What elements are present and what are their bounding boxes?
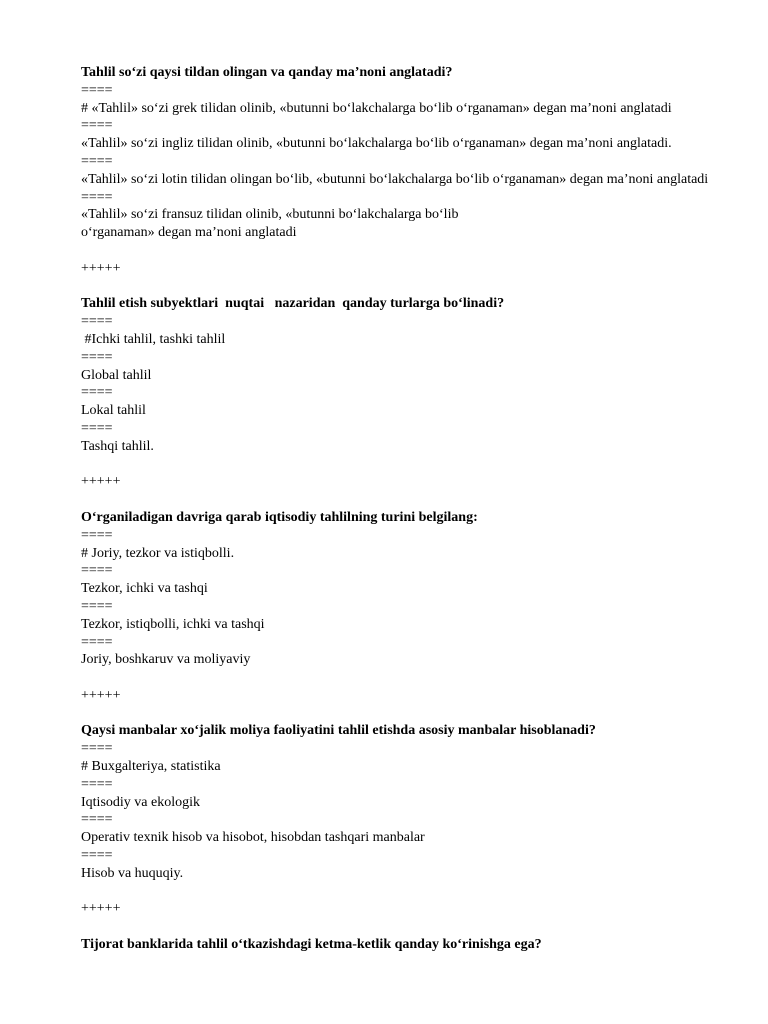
answer-option: «Tahlil» so‘zi fransuz tilidan olinib, «butunni bo‘lakchalarga bo‘lib bbox=[81, 207, 459, 223]
answer-option: Hisob va huquqiy. bbox=[81, 865, 184, 881]
question-text: Tijorat banklarida tahlil o‘tkazishdagi ketma-ketlik qanday ko‘rinishga ega? bbox=[81, 937, 542, 953]
answer-option: # Buxgalteriya, statistika bbox=[81, 759, 221, 775]
question-text: O‘rganiladigan davriga qarab iqtisodiy tahlilning turini belgilang: bbox=[81, 509, 478, 525]
block-end-marker: +++++ bbox=[81, 901, 121, 917]
question-block-2 bbox=[81, 295, 723, 491]
blank-line bbox=[81, 669, 723, 687]
answer-option: #Ichki tahlil, tashki tahlil bbox=[81, 331, 226, 347]
answer-option: Joriy, boshkaruv va moliyaviy bbox=[81, 652, 251, 668]
separator: ==== bbox=[81, 527, 113, 543]
answer-option: Tezkor, istiqbolli, ichki va tashqi bbox=[81, 616, 265, 632]
separator: ==== bbox=[81, 82, 113, 98]
question-block-5 bbox=[81, 936, 723, 954]
answer-option: # «Tahlil» so‘zi grek tilidan olinib, «butunni bo‘lakchalarga bo‘lib o‘rganaman» degan ma’noni anglatadi bbox=[81, 100, 672, 116]
separator: ==== bbox=[81, 349, 113, 365]
answer-option: # Joriy, tezkor va istiqbolli. bbox=[81, 545, 235, 561]
separator: ==== bbox=[81, 189, 113, 205]
block-end-marker: +++++ bbox=[81, 474, 121, 490]
answer-option: «Tahlil» so‘zi ingliz tilidan olinib, «butunni bo‘lakchalarga bo‘lib o‘rganaman» degan ma’noni anglatadi. bbox=[81, 136, 672, 152]
question-text: Tahlil so‘zi qaysi tildan olingan va qanday ma’noni anglatadi? bbox=[81, 65, 453, 80]
answer-option: Tezkor, ichki va tashqi bbox=[81, 581, 208, 597]
blank-line bbox=[81, 242, 723, 260]
blank-line bbox=[81, 456, 723, 474]
question-text: Qaysi manbalar xo‘jalik moliya faoliyatini tahlil etishda asosiy manbalar hisoblanadi? bbox=[81, 723, 596, 739]
separator: ==== bbox=[81, 598, 113, 614]
answer-option: Tashqi tahlil. bbox=[81, 438, 154, 454]
separator: ==== bbox=[81, 118, 113, 134]
answer-option: «Tahlil» so‘zi lotin tilidan olingan bo‘lib, «butunni bo‘lakchalarga bo‘lib o‘rganaman» degan ma’noni anglatadi bbox=[81, 171, 709, 187]
question-block-4 bbox=[81, 722, 723, 918]
document-page bbox=[81, 64, 723, 954]
separator: ==== bbox=[81, 420, 113, 436]
separator: ==== bbox=[81, 563, 113, 579]
block-end-marker: +++++ bbox=[81, 687, 121, 703]
answer-option: Lokal tahlil bbox=[81, 403, 146, 419]
separator: ==== bbox=[81, 314, 113, 330]
separator: ==== bbox=[81, 634, 113, 650]
separator: ==== bbox=[81, 153, 113, 169]
separator: ==== bbox=[81, 776, 113, 792]
answer-option: Iqtisodiy va ekologik bbox=[81, 794, 200, 810]
answer-option: Operativ texnik hisob va hisobot, hisobdan tashqari manbalar bbox=[81, 830, 425, 846]
blank-line bbox=[81, 883, 723, 901]
question-text: Tahlil etish subyektlari nuqtai nazaridan qanday turlarga bo‘linadi? bbox=[81, 296, 505, 312]
separator: ==== bbox=[81, 385, 113, 401]
answer-option: Global tahlil bbox=[81, 367, 152, 383]
answer-option-continuation: o‘rganaman» degan ma’noni anglatadi bbox=[81, 225, 297, 241]
separator: ==== bbox=[81, 741, 113, 757]
block-end-marker: +++++ bbox=[81, 260, 121, 276]
question-block-3 bbox=[81, 509, 723, 705]
question-block-1 bbox=[81, 64, 723, 278]
separator: ==== bbox=[81, 848, 113, 864]
separator: ==== bbox=[81, 812, 113, 828]
